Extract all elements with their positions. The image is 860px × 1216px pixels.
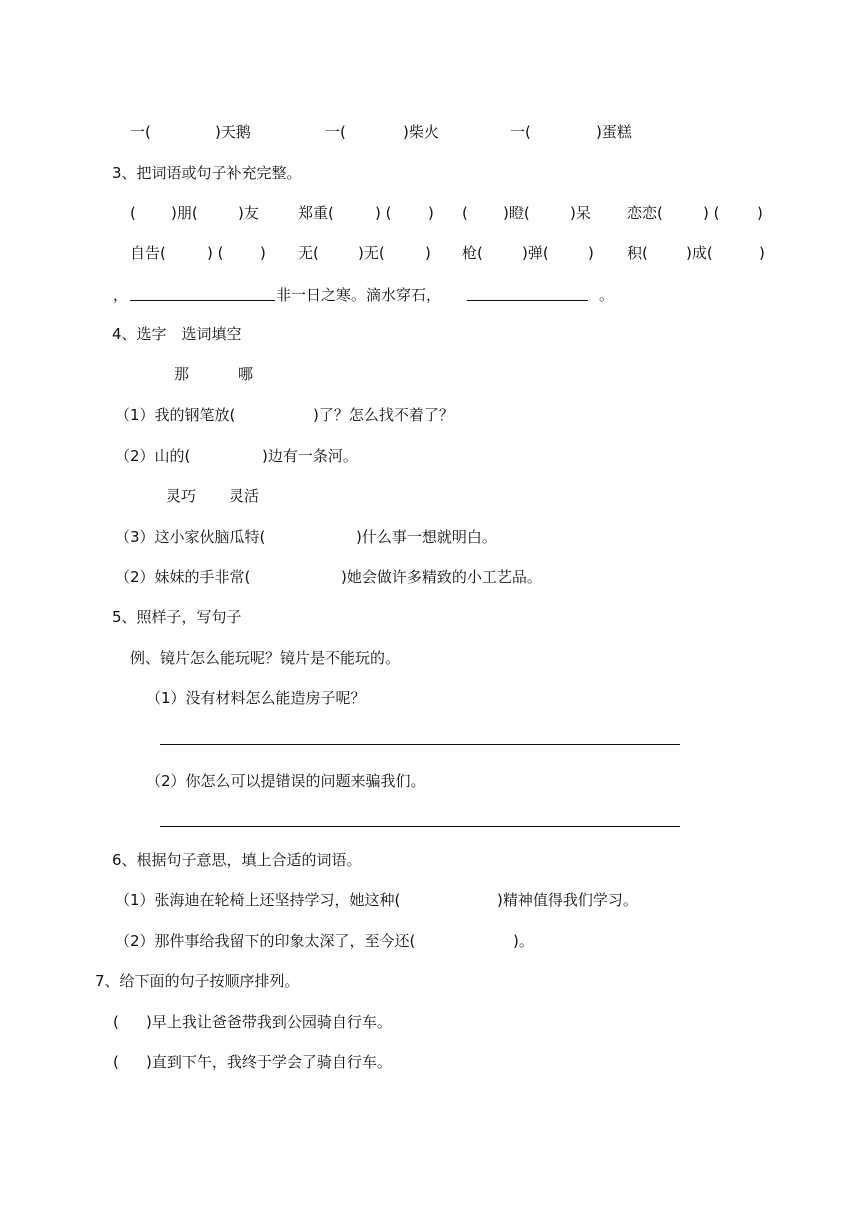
blank-open: ( <box>113 1053 119 1071</box>
q3-row1-part: ( <box>462 204 468 222</box>
q3-row1-part: ) <box>757 204 763 222</box>
q3-row1-part: ) ( <box>703 204 720 222</box>
choice-word: 哪 <box>238 365 254 383</box>
q4-sentence-1-end: )了？怎么找不着了？ <box>313 406 454 424</box>
q4-sentence-2: （2）山的( <box>115 447 191 465</box>
question-3-title: 3、把词语或句子补充完整。 <box>112 164 302 182</box>
word-dangao: )蛋糕 <box>596 123 632 141</box>
q3-row2-part: ) ( <box>207 244 224 262</box>
blank-open: 一( <box>325 123 346 141</box>
blank-open: 一( <box>130 123 151 141</box>
question-4-title: 4、选字 选词填空 <box>112 325 242 343</box>
q7-sentence-1: )早上我让爸爸带我到公园骑自行车。 <box>146 1013 392 1031</box>
question-6-title: 6、根据句子意思，填上合适的词语。 <box>112 851 362 869</box>
q6-sentence-2-end: )。 <box>513 932 534 950</box>
q6-sentence-1: （1）张海迪在轮椅上还坚持学习，她这种( <box>115 891 401 909</box>
q4-sentence-4-end: )她会做许多精致的小工艺品。 <box>341 568 542 586</box>
q4-sentence-2-end: )边有一条河。 <box>262 447 358 465</box>
q3-row2-part: ) <box>588 244 594 262</box>
blank-open: 一( <box>510 123 531 141</box>
q6-sentence-1-end: )精神值得我们学习。 <box>497 891 638 909</box>
q3-row1-part: ) ( <box>375 204 392 222</box>
q3-row1-part: )友 <box>238 204 259 222</box>
q3-row2-part: ) <box>425 244 431 262</box>
q5-example: 例、镜片怎么能玩呢？镜片是不能玩的。 <box>130 649 401 667</box>
q3-row2-part: 无( <box>298 244 319 262</box>
q3-row1-part: ( <box>130 204 136 222</box>
choice-word: 那 <box>174 365 190 383</box>
q5-sentence-2: （2）你怎么可以提错误的问题来骗我们。 <box>146 772 426 790</box>
choice-word: 灵活 <box>229 487 260 505</box>
question-7-title: 7、给下面的句子按顺序排列。 <box>95 972 300 990</box>
q3-row1-part: 恋恋( <box>627 204 663 222</box>
word-tiane: )天鹅 <box>215 123 251 141</box>
answer-line[interactable] <box>160 744 680 745</box>
question-5-title: 5、照样子，写句子 <box>112 608 242 626</box>
answer-line[interactable] <box>130 300 275 301</box>
q3-row2-part: )成( <box>686 244 713 262</box>
q3-row2-part: ) <box>260 244 266 262</box>
q4-sentence-3-end: )什么事一想就明白。 <box>356 528 497 546</box>
q3-row1-part: )朋( <box>171 204 198 222</box>
q3-row2-part: ) <box>759 244 765 262</box>
q3-row1-part: 郑重( <box>298 204 334 222</box>
q3-row2-part: )无( <box>358 244 385 262</box>
q7-sentence-2: )直到下午，我终于学会了骑自行车。 <box>146 1053 392 1071</box>
q3-row2-part: 自告( <box>130 244 166 262</box>
q3-row1-part: )呆 <box>570 204 591 222</box>
q3-row3-end: 。 <box>599 286 615 304</box>
q3-row1-part: ) <box>428 204 434 222</box>
blank-open: ( <box>113 1013 119 1031</box>
q5-sentence-1: （1）没有材料怎么能造房子呢？ <box>146 689 366 707</box>
q3-row3-prefix: ， <box>113 286 129 304</box>
choice-word: 灵巧 <box>166 487 197 505</box>
q3-row1-part: )瞪( <box>503 204 530 222</box>
answer-line[interactable] <box>160 826 680 827</box>
q4-sentence-4: （2）妹妹的手非常( <box>115 568 251 586</box>
q4-sentence-1: （1）我的钢笔放( <box>115 406 236 424</box>
q4-sentence-3: （3）这小家伙脑瓜特( <box>115 528 266 546</box>
answer-line[interactable] <box>467 300 588 301</box>
q6-sentence-2: （2）那件事给我留下的印象太深了，至今还( <box>115 932 416 950</box>
q3-row2-part: )弹( <box>522 244 549 262</box>
q3-row2-part: 积( <box>627 244 648 262</box>
q3-row2-part: 枪( <box>462 244 483 262</box>
word-chaihuo: )柴火 <box>403 123 439 141</box>
q3-row3-text: 非一日之寒。滴水穿石， <box>276 286 442 304</box>
